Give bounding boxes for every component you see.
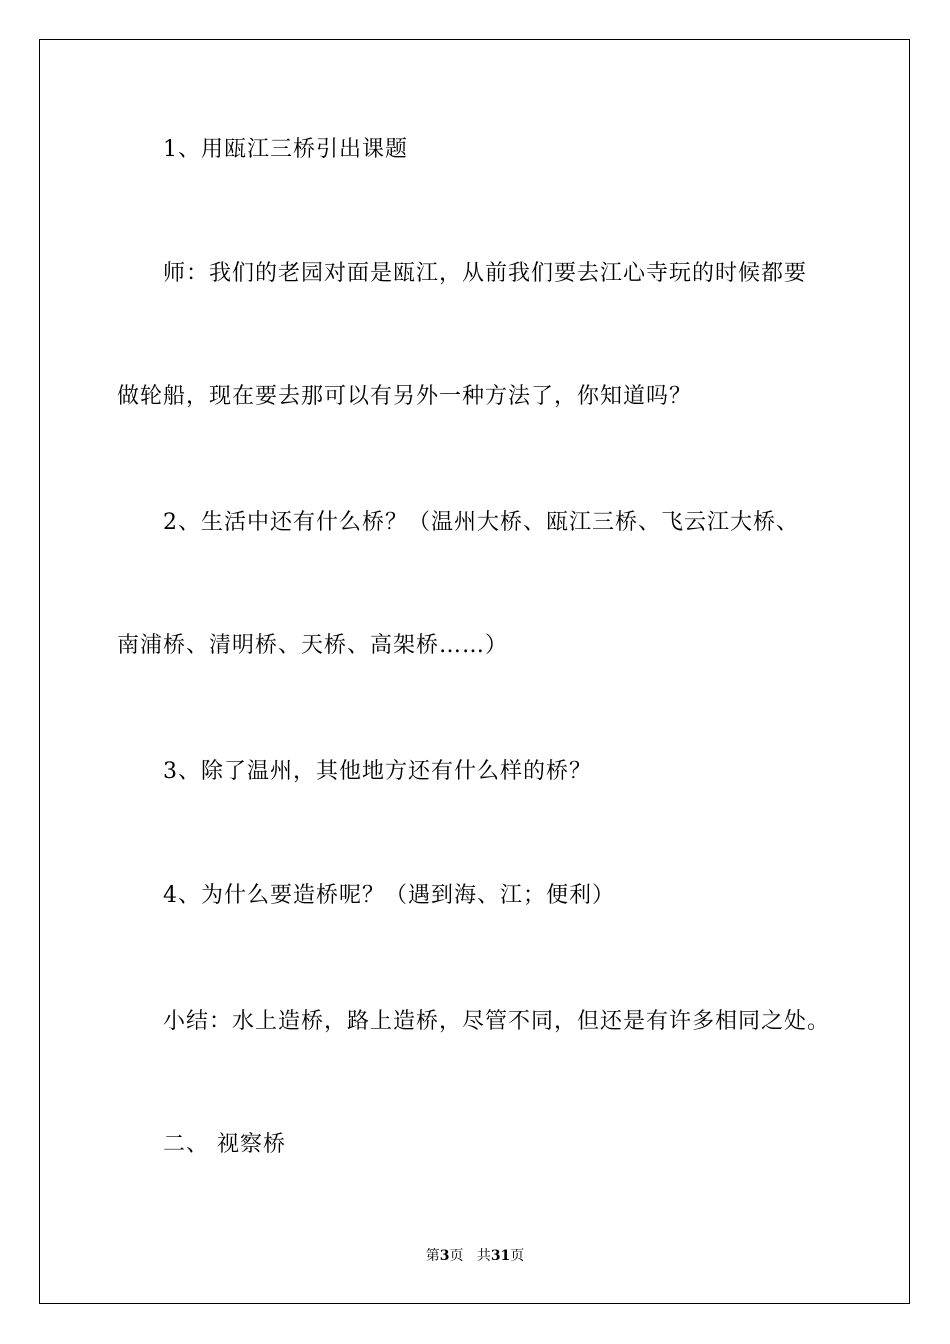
footer-page-total: 31	[490, 1248, 511, 1264]
footer-page-current: 3	[439, 1248, 450, 1264]
footer-page-prefix: 第	[425, 1248, 440, 1264]
list-item-2-line-2: 南浦桥、清明桥、天桥、高架桥……）	[117, 633, 509, 658]
footer-page-suffix: 页	[449, 1248, 464, 1264]
page-footer	[0, 1247, 950, 1265]
page-border	[39, 39, 910, 1304]
paragraph-teacher-line-2: 做轮船，现在要去那可以有另外一种方法了，你知道吗？	[117, 384, 693, 409]
footer-total-suffix: 页	[510, 1248, 525, 1264]
list-item-3: 3、除了温州，其他地方还有什么样的桥？	[163, 759, 592, 784]
footer-total-prefix: 共	[476, 1248, 491, 1264]
list-item-2-line-1: 2、生活中还有什么桥？（温州大桥、瓯江三桥、飞云江大桥、	[163, 510, 799, 535]
paragraph-teacher-line-1: 师：我们的老园对面是瓯江，从前我们要去江心寺玩的时候都要	[163, 261, 808, 286]
section-heading-2: 二、 视察桥	[163, 1132, 286, 1157]
summary-paragraph: 小结：水上造桥，路上造桥，尽管不同，但还是有许多相同之处。	[163, 1009, 831, 1034]
list-item-1: 1、用瓯江三桥引出课题	[163, 137, 408, 162]
list-item-4: 4、为什么要造桥呢？（遇到海、江；便利）	[163, 883, 615, 908]
